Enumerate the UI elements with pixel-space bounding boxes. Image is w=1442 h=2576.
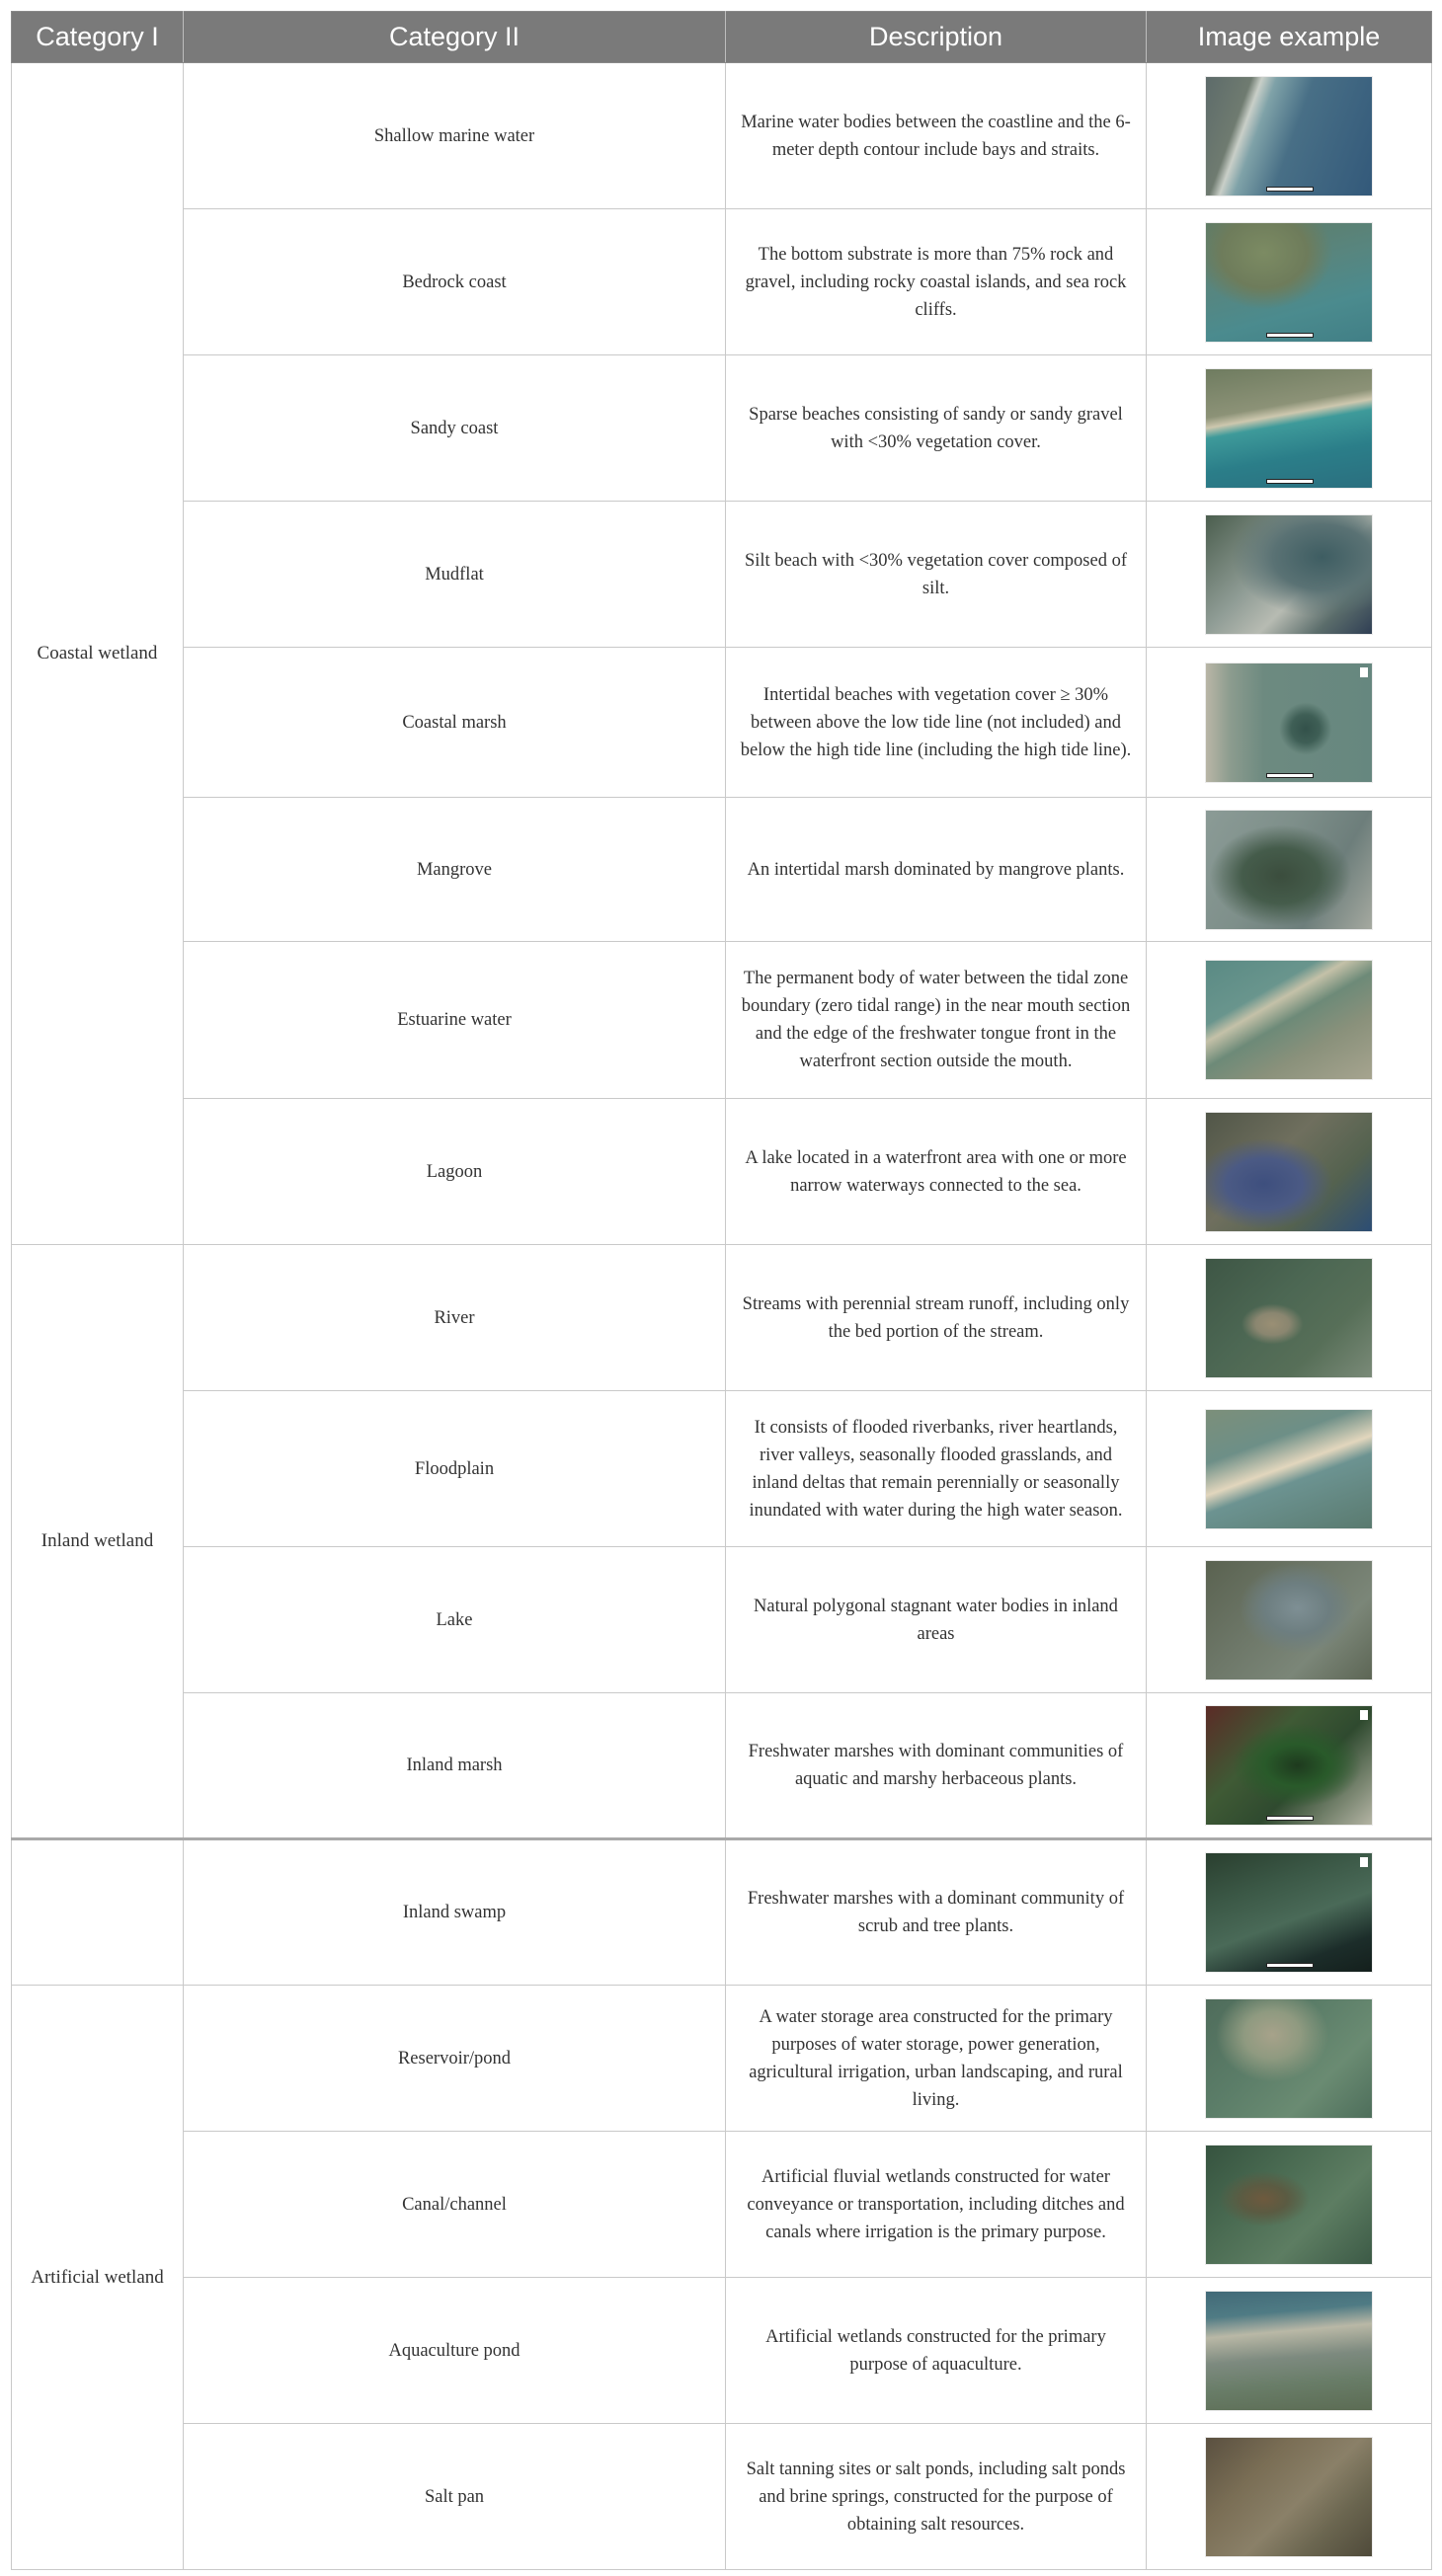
description-text: Salt tanning sites or salt ponds, including salt ponds and brine springs, constructed for the purpose of obtaining salt resources.	[746, 2459, 1126, 2535]
description-text: The permanent body of water between the tidal zone boundary (zero tidal range) in the near mouth section and the edge of the freshwater tongue front in the waterfront section outside the mouth.	[741, 969, 1131, 1071]
table-row	[12, 209, 1432, 355]
description-cell	[726, 1839, 1147, 1986]
category-ii-cell: Inland swamp	[184, 1839, 726, 1986]
description-cell	[726, 63, 1147, 209]
table-row	[12, 355, 1432, 502]
table-header	[12, 12, 1432, 63]
category-ii-cell: Lake	[184, 1547, 726, 1693]
description-text: An intertidal marsh dominated by mangrove plants.	[747, 859, 1125, 880]
description-text: Freshwater marshes with dominant communities of aquatic and marshy herbaceous plants.	[748, 1742, 1124, 1789]
header-description: Description	[726, 12, 1147, 63]
description-text: Artificial wetlands constructed for the primary purpose of aquaculture.	[765, 2326, 1106, 2375]
satellite-image	[1206, 1853, 1372, 1972]
table-row	[12, 2424, 1432, 2570]
satellite-image	[1206, 515, 1372, 634]
image-cell	[1147, 2132, 1432, 2278]
scale-bar	[1266, 187, 1314, 192]
image-cell	[1147, 942, 1432, 1099]
description-text: Silt beach with <30% vegetation cover composed of silt.	[744, 550, 1127, 598]
category-ii-cell: Estuarine water	[184, 942, 726, 1099]
satellite-image	[1206, 961, 1372, 1079]
image-cell	[1147, 1245, 1432, 1391]
image-cell	[1147, 1099, 1432, 1245]
header-image-example: Image example	[1147, 12, 1432, 63]
category-ii-cell: Canal/channel	[184, 2132, 726, 2278]
description-text: Natural polygonal stagnant water bodies in inland areas	[754, 1596, 1118, 1644]
image-cell	[1147, 2278, 1432, 2424]
north-arrow-icon	[1360, 1857, 1368, 1867]
header-category-ii: Category II	[184, 12, 726, 63]
image-cell	[1147, 1839, 1432, 1986]
satellite-image	[1206, 1706, 1372, 1825]
scale-bar	[1266, 333, 1314, 338]
scale-bar	[1266, 773, 1314, 778]
table-row	[12, 2132, 1432, 2278]
table-row	[12, 1693, 1432, 1839]
category-ii-cell: Reservoir/pond	[184, 1986, 726, 2132]
description-cell	[726, 648, 1147, 798]
image-cell	[1147, 209, 1432, 355]
satellite-image	[1206, 369, 1372, 488]
satellite-image	[1206, 1113, 1372, 1231]
description-cell	[726, 798, 1147, 942]
satellite-image	[1206, 223, 1372, 342]
category-ii-cell: Shallow marine water	[184, 63, 726, 209]
header-category-i: Category I	[12, 12, 184, 63]
description-text: Sparse beaches consisting of sandy or sandy gravel with <30% vegetation cover.	[749, 404, 1123, 452]
scale-bar	[1266, 1963, 1314, 1968]
table-row	[12, 1099, 1432, 1245]
image-cell	[1147, 2424, 1432, 2570]
image-cell	[1147, 1693, 1432, 1839]
description-cell	[726, 1986, 1147, 2132]
category-ii-cell: Bedrock coast	[184, 209, 726, 355]
table-row	[12, 1547, 1432, 1693]
north-arrow-icon	[1360, 1710, 1368, 1720]
image-cell	[1147, 1391, 1432, 1547]
satellite-image	[1206, 77, 1372, 195]
wetland-classification-table	[11, 11, 1432, 2570]
satellite-image	[1206, 2292, 1372, 2410]
category-ii-cell: Aquaculture pond	[184, 2278, 726, 2424]
description-cell	[726, 942, 1147, 1099]
table-row	[12, 63, 1432, 209]
category-ii-cell: Mudflat	[184, 502, 726, 648]
table-row	[12, 2278, 1432, 2424]
category-i-blank-cell	[12, 1839, 184, 1986]
scale-bar	[1266, 1816, 1314, 1821]
satellite-image	[1206, 2438, 1372, 2556]
category-ii-cell: Coastal marsh	[184, 648, 726, 798]
description-cell	[726, 2424, 1147, 2570]
table-row	[12, 1391, 1432, 1547]
satellite-image	[1206, 1561, 1372, 1679]
category-ii-cell: Inland marsh	[184, 1693, 726, 1839]
category-ii-cell: Mangrove	[184, 798, 726, 942]
table-row	[12, 648, 1432, 798]
table-row	[12, 942, 1432, 1099]
image-cell	[1147, 63, 1432, 209]
header-row	[12, 12, 1432, 63]
north-arrow-icon	[1360, 667, 1368, 677]
table-row	[12, 1986, 1432, 2132]
description-text: Streams with perennial stream runoff, including only the bed portion of the stream.	[742, 1293, 1130, 1342]
table-row	[12, 502, 1432, 648]
satellite-image	[1206, 2146, 1372, 2264]
image-cell	[1147, 502, 1432, 648]
image-cell	[1147, 648, 1432, 798]
description-cell	[726, 1099, 1147, 1245]
description-cell	[726, 355, 1147, 502]
description-text: Freshwater marshes with a dominant community of scrub and tree plants.	[747, 1889, 1125, 1936]
description-cell	[726, 2278, 1147, 2424]
table-row	[12, 798, 1432, 942]
category-ii-cell: Floodplain	[184, 1391, 726, 1547]
category-inland-wetland: Inland wetland	[12, 1245, 184, 1839]
category-ii-cell: Lagoon	[184, 1099, 726, 1245]
description-cell	[726, 209, 1147, 355]
description-text: The bottom substrate is more than 75% rock and gravel, including rocky coastal islands, and sea rock cliffs.	[745, 244, 1127, 320]
category-ii-cell: Salt pan	[184, 2424, 726, 2570]
description-text: A water storage area constructed for the primary purposes of water storage, power generation, agricultural irrigation, urban landscaping, and rural living.	[749, 2006, 1123, 2110]
table-row	[12, 1839, 1432, 1986]
satellite-image	[1206, 1999, 1372, 2118]
description-text: Intertidal beaches with vegetation cover ≥ 30% between above the low tide line (not included) and below the high tide line (including the high tide line).	[740, 684, 1132, 760]
image-cell	[1147, 355, 1432, 502]
satellite-image	[1206, 1259, 1372, 1377]
scale-bar	[1266, 479, 1314, 484]
category-ii-cell: Sandy coast	[184, 355, 726, 502]
description-cell	[726, 1391, 1147, 1547]
image-cell	[1147, 1986, 1432, 2132]
description-text: Artificial fluvial wetlands constructed for water conveyance or transportation, including ditches and canals where irrigation is the primary purpose.	[747, 2166, 1125, 2242]
description-cell	[726, 1245, 1147, 1391]
category-artificial-wetland: Artificial wetland	[12, 1986, 184, 2570]
description-cell	[726, 2132, 1147, 2278]
description-text: It consists of flooded riverbanks, river heartlands, river valleys, seasonally flooded grasslands, and inland deltas that remain perennially or seasonally inundated with water during the high water season.	[749, 1417, 1123, 1521]
description-text: A lake located in a waterfront area with one or more narrow waterways connected to the sea.	[745, 1147, 1127, 1196]
category-coastal-wetland: Coastal wetland	[12, 63, 184, 1245]
satellite-image	[1206, 1410, 1372, 1528]
category-ii-cell: River	[184, 1245, 726, 1391]
table-row	[12, 1245, 1432, 1391]
image-cell	[1147, 1547, 1432, 1693]
image-cell	[1147, 798, 1432, 942]
table-body	[12, 63, 1432, 2570]
satellite-image	[1206, 811, 1372, 929]
satellite-image	[1206, 664, 1372, 782]
description-text: Marine water bodies between the coastline and the 6-meter depth contour include bays and straits.	[741, 112, 1131, 160]
description-cell	[726, 502, 1147, 648]
description-cell	[726, 1693, 1147, 1839]
description-cell	[726, 1547, 1147, 1693]
